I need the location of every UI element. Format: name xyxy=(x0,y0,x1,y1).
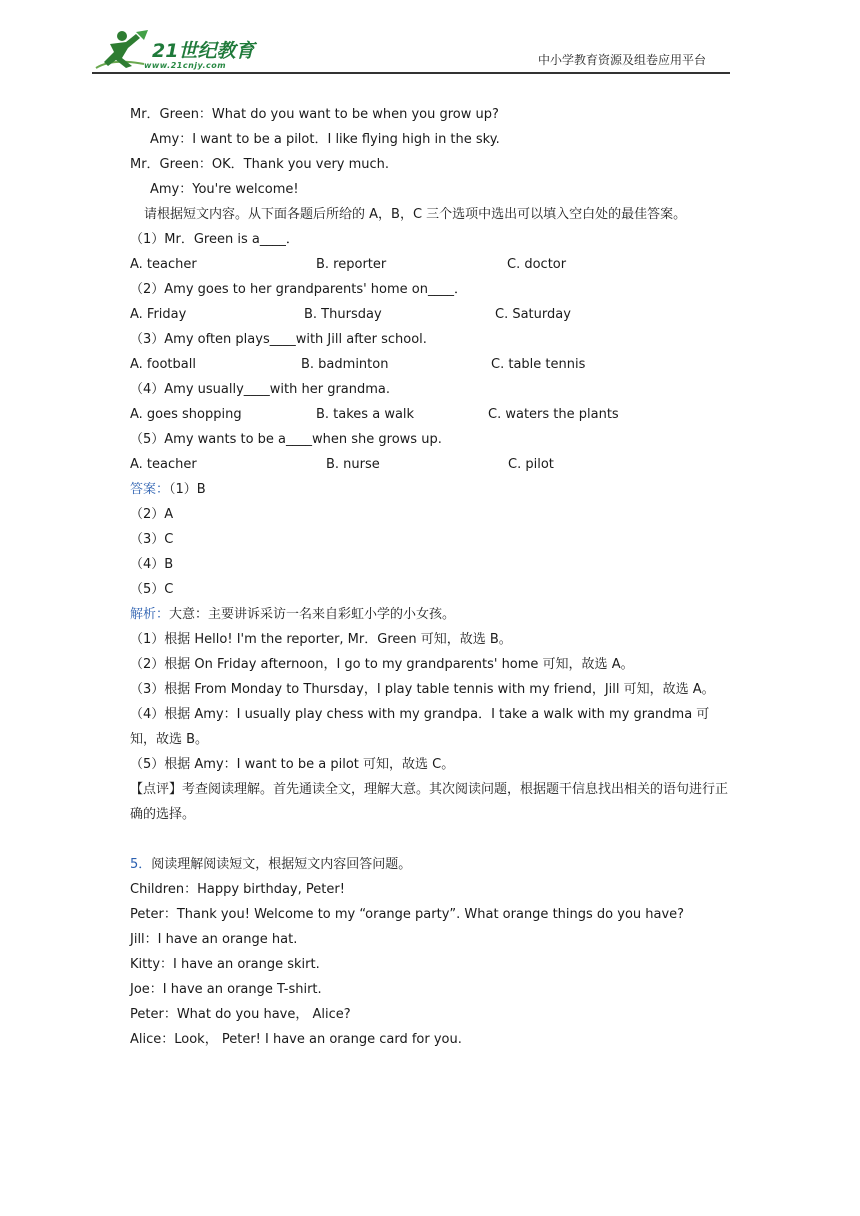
answer-item: （1）B xyxy=(169,482,206,497)
question-stem: （4）Amy usually____with her grandma. xyxy=(130,382,391,397)
question-stem: （5）Amy wants to be a____when she grows up. xyxy=(130,432,442,447)
option-b: B. takes a walk xyxy=(316,407,415,422)
brand-name: 21世纪教育 xyxy=(152,40,255,62)
passage-line: Alice：Look， Peter! I have an orange card for you. xyxy=(130,1032,462,1047)
option-a: A. goes shopping xyxy=(130,407,242,422)
question-stem: （1）Mr．Green is a____． xyxy=(130,232,299,247)
question-stem: （3）Amy often plays____with Jill after school. xyxy=(130,332,427,347)
analysis-summary: 大意：主要讲诉采访一名来自彩虹小学的小女孩。 xyxy=(169,607,456,622)
option-a: A. football xyxy=(130,357,196,372)
question-options xyxy=(130,402,735,427)
option-b: B. badminton xyxy=(301,357,389,372)
passage-line: Kitty：I have an orange skirt. xyxy=(130,957,320,972)
instruction-text: 请根据短文内容。从下面各题后所给的 A，B，C 三个选项中选出可以填入空白处的最佳答案。 xyxy=(144,207,687,222)
document-body xyxy=(130,102,735,1052)
running-figure-logo-icon xyxy=(92,28,152,72)
site-logo xyxy=(92,28,262,72)
question-stem: （2）Amy goes to her grandparents' home on____． xyxy=(130,282,467,297)
question-options xyxy=(130,452,735,477)
analysis-label: 解析： xyxy=(130,607,170,622)
passage-line: Jill：I have an orange hat. xyxy=(130,932,298,947)
passage-line: Peter：Thank you! Welcome to my “orange party”. What orange things do you have? xyxy=(130,907,685,922)
analysis-item: （5）根据 Amy：I want to be a pilot 可知，故选 C。 xyxy=(130,757,455,772)
option-c: C. Saturday xyxy=(495,307,571,322)
passage-line: Joe：I have an orange T-shirt. xyxy=(130,982,322,997)
option-b: B. reporter xyxy=(316,257,387,272)
analysis-item: （1）根据 Hello! I'm the reporter, Mr．Green 可知，故选 B。 xyxy=(130,632,512,647)
question-number: 5． xyxy=(130,857,152,872)
comment-text: 【点评】考查阅读理解。首先通读全文，理解大意。其次阅读问题，根据题干信息找出相关的语句进行正确的选择。 xyxy=(130,782,729,822)
passage-line: Peter：What do you have， Alice? xyxy=(130,1007,351,1022)
dialogue-line: Mr．Green：What do you want to be when you grow up? xyxy=(130,107,499,122)
option-a: A. teacher xyxy=(130,257,197,272)
analysis-item: （2）根据 On Friday afternoon，I go to my grandparents' home 可知，故选 A。 xyxy=(130,657,634,672)
dialogue-line: Mr．Green：OK．Thank you very much. xyxy=(130,157,390,172)
answer-line xyxy=(130,477,735,502)
option-b: B. Thursday xyxy=(304,307,382,322)
answer-item: （2）A xyxy=(130,507,174,522)
option-c: C. waters the plants xyxy=(488,407,619,422)
answer-item: （4）B xyxy=(130,557,174,572)
analysis-item: （4）根据 Amy：I usually play chess with my grandpa．I take a walk with my grandma 可知，故选 B。 xyxy=(130,707,710,747)
option-b: B. nurse xyxy=(326,457,380,472)
answer-item: （5）C xyxy=(130,582,174,597)
answer-label: 答案： xyxy=(130,482,170,497)
analysis-line xyxy=(130,602,735,627)
answer-item: （3）C xyxy=(130,532,174,547)
option-a: A. Friday xyxy=(130,307,187,322)
option-c: C. table tennis xyxy=(491,357,586,372)
dialogue-line: Amy：I want to be a pilot．I like flying high in the sky. xyxy=(150,132,500,147)
brand-url: www.21cnjy.com xyxy=(144,61,227,70)
option-a: A. teacher xyxy=(130,457,197,472)
analysis-item: （3）根据 From Monday to Thursday，I play table tennis with my friend，Jill 可知，故选 A。 xyxy=(130,682,715,697)
passage-line: Children：Happy birthday, Peter! xyxy=(130,882,345,897)
question-options xyxy=(130,352,735,377)
platform-title: 中小学教育资源及组卷应用平台 xyxy=(537,53,706,67)
question-title: 阅读理解阅读短文，根据短文内容回答问题。 xyxy=(151,857,412,872)
dialogue-line: Amy：You're welcome! xyxy=(150,182,299,197)
spacer xyxy=(130,827,735,852)
page-header xyxy=(92,26,730,74)
question-options xyxy=(130,302,735,327)
option-c: C. doctor xyxy=(507,257,567,272)
question-heading xyxy=(130,852,735,877)
question-options xyxy=(130,252,735,277)
option-c: C. pilot xyxy=(508,457,554,472)
